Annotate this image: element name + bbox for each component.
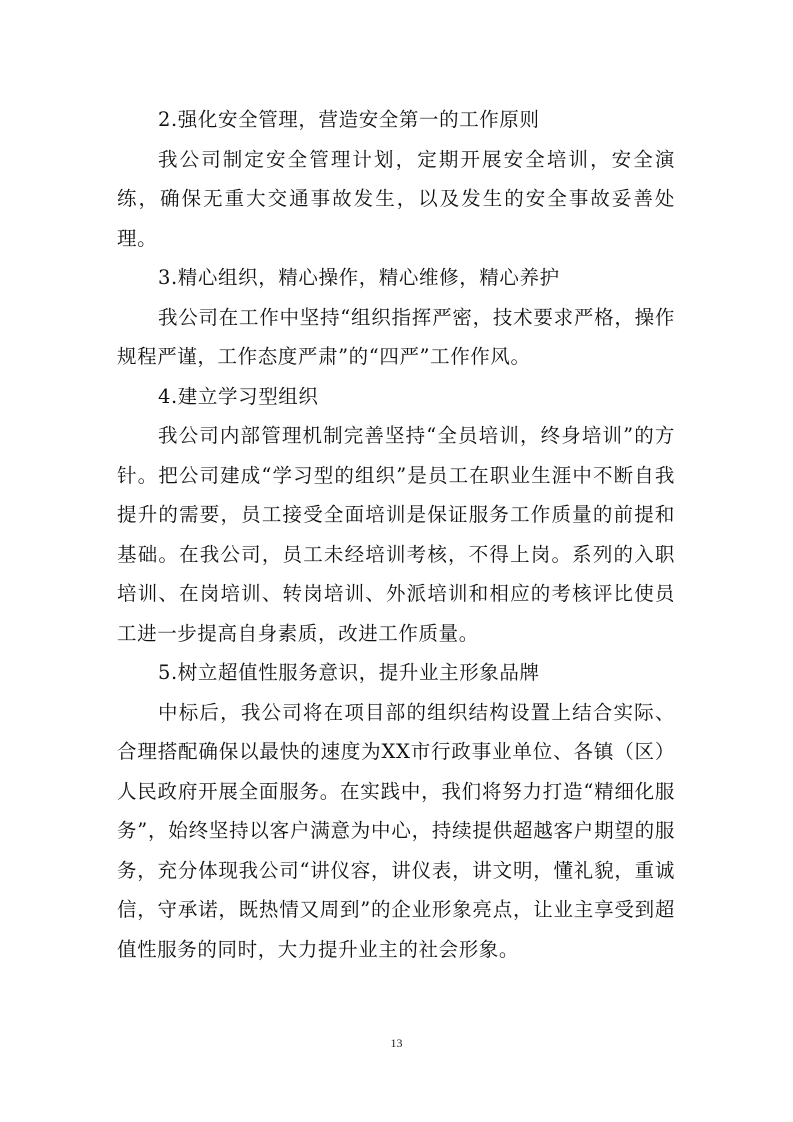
- section-heading-learning-organization: 4.建立学习型组织: [158, 384, 319, 408]
- page-number: 13: [390, 1036, 403, 1050]
- section-body-safety: 我公司制定安全管理计划，定期开展安全培训，安全演练，确保无重大交通事故发生，以及发生的安全事故妥善处理。: [117, 147, 675, 250]
- page-content: [117, 100, 675, 969]
- section-heading-value-service: 5.树立超值性服务意识，提升业主形象品牌: [158, 661, 540, 684]
- section-heading-careful-operation: 3.精心组织，精心操作，精心维修，精心养护: [158, 266, 560, 289]
- section-heading-safety: 2.强化安全管理，营造安全第一的工作原则: [158, 108, 540, 131]
- section-body-learning-organization: 我公司内部管理机制完善坚持“全员培训，终身培训”的方针。把公司建成“学习型的组织”是员工在职业生涯中不断自我提升的需要，员工接受全面培训是保证服务工作质量的前提和基础。在我公司，员工未经培训考核，不得上岗。系列的入职培训、在岗培训、转岗培训、外派培训和相应的考核评比使员工进一步提高自身素质，改进工作质量。: [117, 424, 675, 645]
- section-body-careful-operation: 我公司在工作中坚持“组织指挥严密，技术要求严格，操作规程严谨，工作态度严肃”的“四严”工作作风。: [117, 305, 675, 368]
- section-body-value-service: 中标后，我公司将在项目部的组织结构设置上结合实际、合理搭配确保以最快的速度为XX市行政事业单位、各镇（区）人民政府开展全面服务。在实践中，我们将努力打造“精细化服务”，始终坚持以客户满意为中心，持续提供超越客户期望的服务，充分体现我公司“讲仪容，讲仪表，讲文明，懂礼貌，重诚信，守承诺，既热情又周到”的企业形象亮点，让业主享受到超值性服务的同时，大力提升业主的社会形象。: [117, 700, 675, 961]
